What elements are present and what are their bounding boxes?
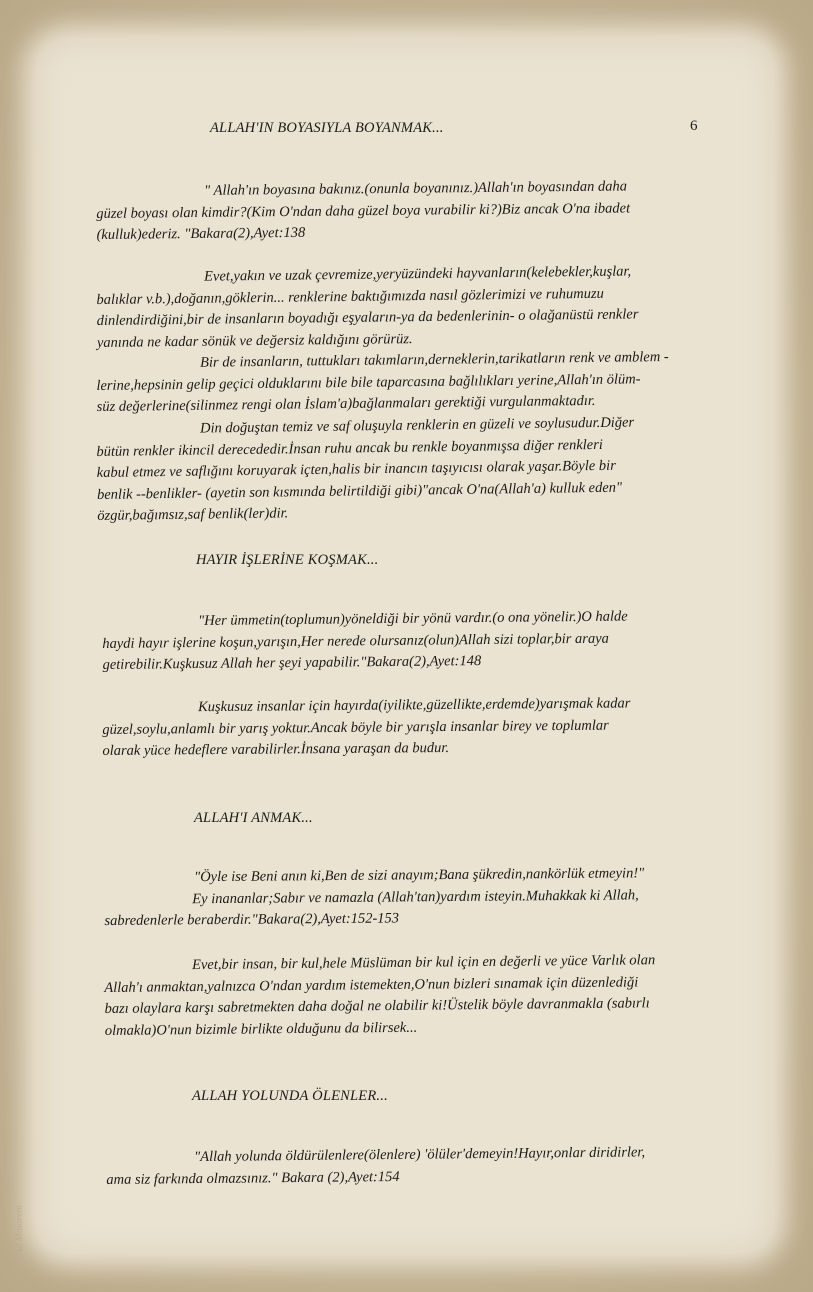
text-line: Evet,bir insan, bir kul,hele Müslüman bir kul için en değerli ve yüce Varlık olan xyxy=(192,952,656,974)
text-line: kabul etmez ve saflığını koruyarak içten,halis bir inancın taşıyıcısı olarak yaşar.Böyle bir xyxy=(96,457,616,481)
text-line: lerine,hepsinin gelip geçici olduklarını bile bile taparcasına bağlılıkları yerine,Allah'ın ölüm- xyxy=(96,370,641,394)
text-line: getirebilir.Kuşkusuz Allah her şeyi yapabilir."Bakara(2),Ayet:148 xyxy=(102,653,482,673)
text-line: haydi hayır işlerine koşun,yarışın,Her nerede olursanız(olun)Allah sizi toplar,bir araya xyxy=(102,630,609,652)
text-line: Evet,yakın ve uzak çevremize,yeryüzündeki hayvanların(kelebekler,kuşlar, xyxy=(204,263,632,285)
section-heading-olenler: ALLAH YOLUNDA ÖLENLER... xyxy=(192,1088,388,1104)
header-title: ALLAH'IN BOYASIYLA BOYANMAK... xyxy=(210,120,444,136)
margin-handwriting: Ad Maiorem xyxy=(14,1205,25,1255)
text-line: güzel boyası olan kimdir?(Kim O'ndan daha güzel boya vurabilir ki?)Biz ancak O'na ibadet xyxy=(96,199,631,222)
text-line: benlik --benlikler- (ayetin son kısmında belirtildiği gibi)"ancak O'na(Allah'a) kulluk eden" xyxy=(96,479,623,503)
text-line: güzel,soylu,anlamlı bir yarış yoktur.Ancak böyle bir yarışla insanlar birey ve toplumlar xyxy=(102,717,609,738)
page-number: 6 xyxy=(690,118,698,134)
section-heading-anmak: ALLAH'I ANMAK... xyxy=(194,810,313,826)
section-heading-hayir: HAYIR İŞLERİNE KOŞMAK... xyxy=(196,552,379,568)
text-line: Allah'ı anmaktan,yalnızca O'ndan yardım istemekten,O'nun bizleri sınamak için düzenlediği xyxy=(104,973,639,996)
text-line: " Allah'ın boyasına bakınız.(onunla boyanınız.)Allah'ın boyasından daha xyxy=(204,178,628,199)
text-line: balıklar v.b.),doğanın,göklerin... renklerine baktığımızda nasıl gözlerimizi ve ruhumuzu xyxy=(96,285,604,308)
text-line: "Allah yolunda öldürülenlere(ölenlere) 'ölüler'demeyin!Hayır,onlar diridirler, xyxy=(194,1144,646,1166)
text-line: dinlendirdiğini,bir de insanların boyadığı eşyaların-ya da bedenlerinin- o olağanüstü renkler xyxy=(96,306,639,329)
quote-bakara-152 xyxy=(104,863,645,932)
text-line: sabredenlerle beraberdir."Bakara(2),Ayet:152-153 xyxy=(104,910,400,929)
text-line: yanında ne kadar sönük ve değersiz kaldığını görürüz. xyxy=(96,330,413,351)
quote-bakara-138 xyxy=(96,176,630,246)
text-line: "Öyle ise Beni anın ki,Ben de sizi anayım;Bana şükredin,nankörlük etmeyin!" xyxy=(194,865,645,886)
text-line: Ey inananlar;Sabır ve namazla (Allah'tan)yardım isteyin.Muhakkak ki Allah, xyxy=(192,886,639,907)
paragraph-hayir xyxy=(102,693,631,762)
text-line: ama siz farkında olmazsınız." Bakara (2),Ayet:154 xyxy=(106,1168,400,1188)
text-line: olarak yüce hedeflere varabilirler.İnsana yaraşan da budur. xyxy=(102,739,450,759)
text-line: özgür,bağımsız,saf benlik(ler)dir. xyxy=(97,505,289,524)
text-line: Bir de insanların, tuttukları takımların,derneklerin,tarikatların renk ve amblem - xyxy=(200,349,669,371)
paragraph-colors xyxy=(96,261,639,354)
text-line: bazı olaylara karşı sabretmekten daha doğal ne olabilir ki!Üstelik böyle davranmakla (sabırlı xyxy=(104,995,650,1017)
text-line: süz değerlerine(silinmez rengi olan İslam'a)bağlanmaları gerektiği vurgulanmaktadır. xyxy=(96,392,596,415)
paragraph-anmak xyxy=(104,950,656,1042)
text-line: olmakla)O'nun bizimle birlikte olduğunu da bilirsek... xyxy=(104,1019,418,1039)
quote-bakara-148 xyxy=(102,606,628,676)
quote-bakara-154 xyxy=(106,1142,645,1191)
text-line: Din doğuştan temiz ve saf oluşuyla renklerin en güzeli ve soylusudur.Diğer xyxy=(200,414,635,437)
paragraph-religion xyxy=(96,412,635,527)
text-line: bütün renkler ikincil derecededir.İnsan ruhu ancak bu renkle boyanmışsa diğer renkleri xyxy=(96,436,603,460)
text-line: (kulluk)ederiz. "Bakara(2),Ayet:138 xyxy=(96,224,306,243)
text-line: Kuşkusuz insanlar için hayırda(iyilikte,güzellikte,erdemde)yarışmak kadar xyxy=(198,695,631,716)
paragraph-emblems xyxy=(96,347,669,418)
text-line: "Her ümmetin(toplumun)yöneldiği bir yönü vardır.(o ona yönelir.)O halde xyxy=(198,608,628,629)
